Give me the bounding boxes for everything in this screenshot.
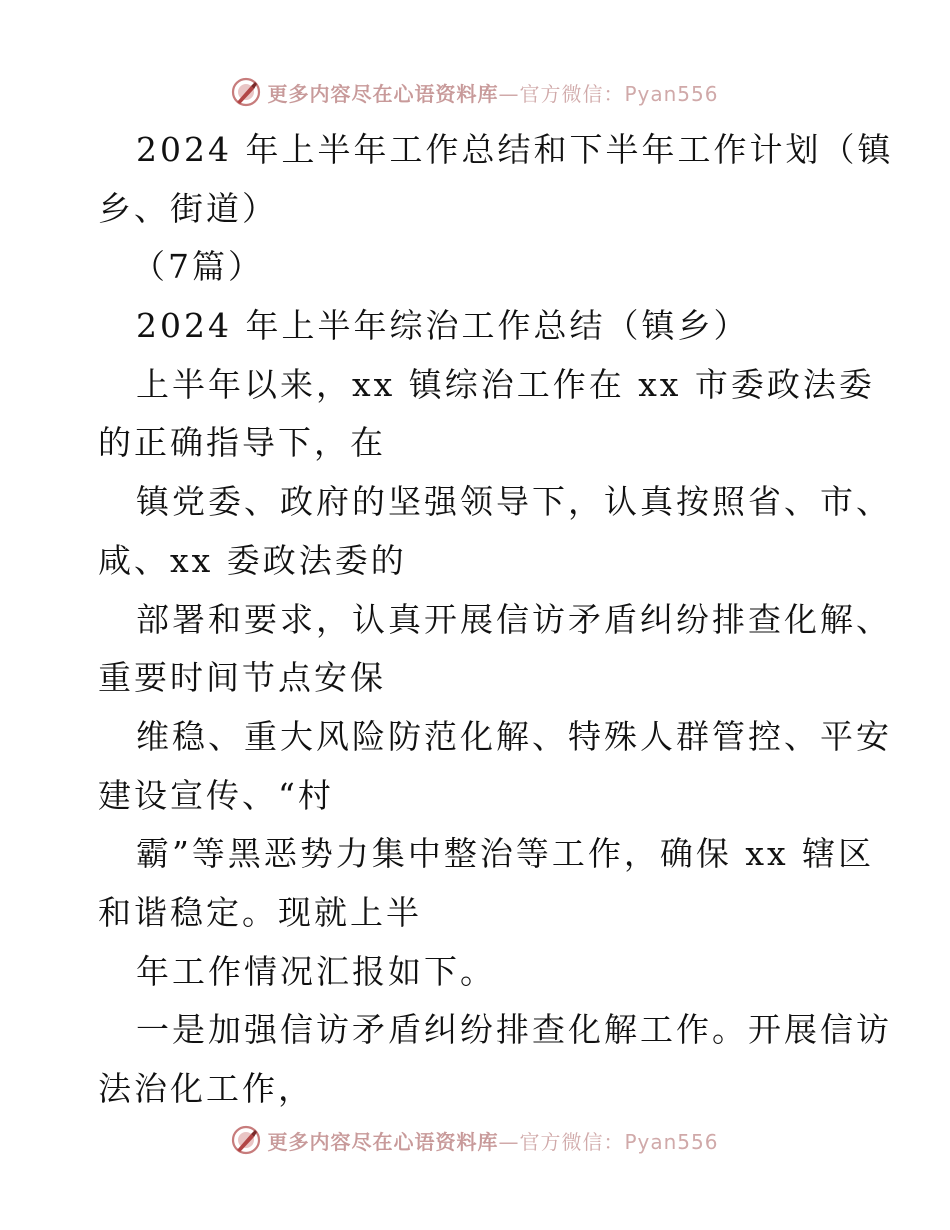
paragraph-line: 年工作情况汇报如下。 (136, 951, 496, 991)
document-body (98, 121, 894, 1119)
pen-logo-icon (231, 77, 261, 107)
paragraph-line: 霸”等黑恶势力集中整治等工作，确保 xx 辖区 (136, 834, 875, 874)
paragraph-line: 咸、xx 委政法委的 (98, 540, 407, 580)
watermark-header (0, 72, 950, 112)
watermark-text (267, 1126, 718, 1155)
doc-subtitle: （7篇） (132, 247, 264, 287)
doc-title-line-1: 2024 年上半年工作总结和下半年工作计划（镇 (136, 130, 894, 169)
section-title: 2024 年上半年综治工作总结（镇乡） (136, 306, 750, 346)
doc-title-line-2: 乡、街道） (98, 188, 278, 228)
watermark-separator: — (498, 81, 520, 106)
paragraph-line: 镇党委、政府的坚强领导下，认真按照省、市、 (136, 482, 892, 522)
watermark-brand: 更多内容尽在心语资料库 (267, 1129, 499, 1154)
paragraph-line: 部署和要求，认真开展信访矛盾纠纷排查化解、 (136, 599, 892, 639)
paragraph-line: 一是加强信访矛盾纠纷排查化解工作。开展信访 (136, 1010, 892, 1050)
paragraph-line: 和谐稳定。现就上半 (98, 892, 422, 932)
watermark-brand: 更多内容尽在心语资料库 (267, 81, 499, 106)
pen-logo-icon (231, 1125, 261, 1155)
paragraph-line: 上半年以来，xx 镇综治工作在 xx 市委政法委 (136, 364, 875, 404)
paragraph-line: 法治化工作， (98, 1069, 314, 1108)
watermark-text (267, 78, 718, 107)
paragraph-line: 建设宣传、“村 (98, 775, 334, 815)
watermark-separator: — (498, 1129, 520, 1154)
watermark-wechat: 官方微信：Pyan556 (519, 1129, 719, 1154)
paragraph-line: 重要时间节点安保 (98, 658, 386, 698)
watermark-wechat: 官方微信：Pyan556 (519, 81, 719, 106)
watermark-footer (0, 1120, 950, 1160)
paragraph-line: 的正确指导下，在 (98, 423, 386, 463)
paragraph-line: 维稳、重大风险防范化解、特殊人群管控、平安 (136, 716, 892, 756)
